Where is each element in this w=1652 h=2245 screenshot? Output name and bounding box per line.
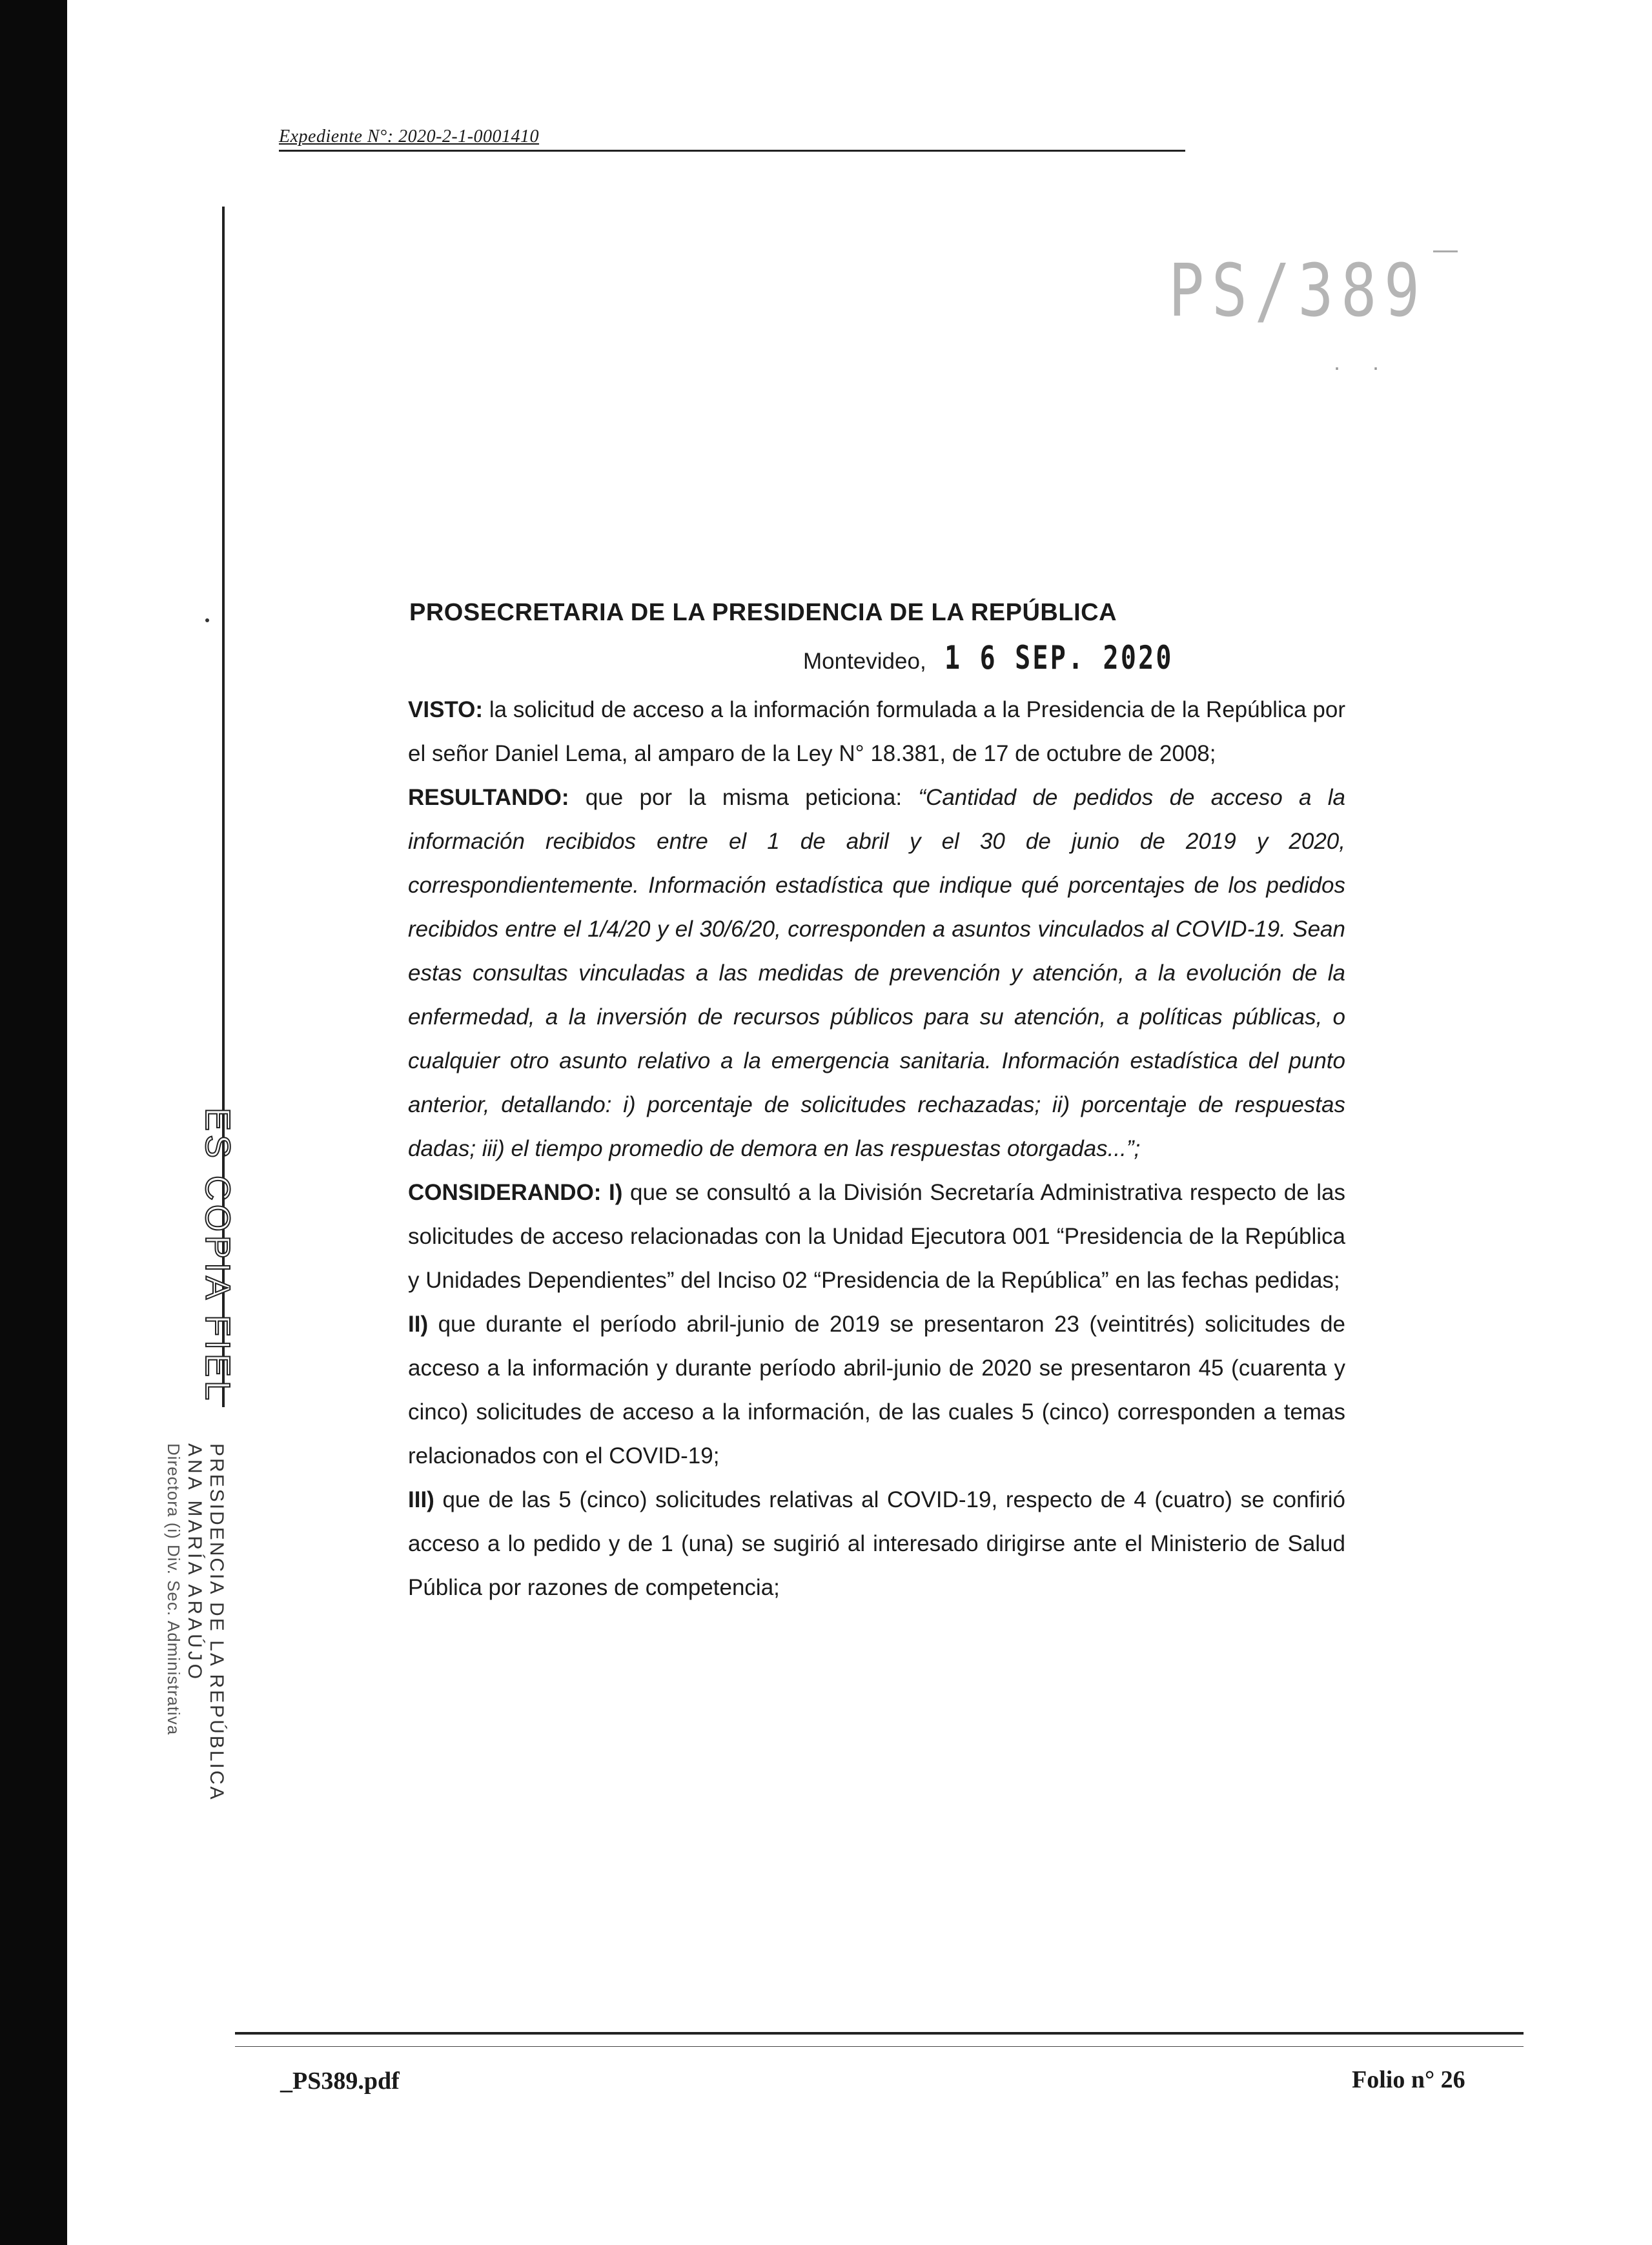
resultando-text: que por la misma peticiona: xyxy=(585,785,902,810)
considerando-iii-num: III) xyxy=(408,1487,434,1512)
resultando-quote: “Cantidad de pedidos de acceso a la información recibidos entre el 1 de abril y el 30 de junio de 2019 y 2020, correspondientemente. Información estadística que indique qué porcentajes de los pedidos recibidos entre el 1/4/20 y el 30/6/20, corresponden a asuntos vinculados al COVID-19. Sean estas consultas vinculadas a las medidas de prevención y atención, a la evolución de la enfermedad, a la inversión de recursos públicos para su atención, a políticas públicas, o cualquier otro asunto relativo a la emergencia sanitaria. Información estadística del punto anterior, detallando: i) porcentaje de solicitudes rechazadas; ii) porcentaje de respuestas dadas; iii) el tiempo promedio de demora en las respuestas otorgadas...”; xyxy=(408,785,1345,1161)
date-line xyxy=(803,639,1230,676)
es-copia-fiel-stamp: ES COPIA FIEL xyxy=(198,1108,237,1405)
visto-text: la solicitud de acceso a la información formulada a la Presidencia de la República por el señor Daniel Lema, al amparo de la Ley N° 18.381, de 17 de octubre de 2008; xyxy=(408,697,1345,766)
signature-presidencia: PRESIDENCIA DE LA REPÚBLICA xyxy=(206,1443,227,1802)
signature-role: Directora (i) Div. Sec. Administrativa xyxy=(164,1443,183,1736)
considerando-iii-paragraph xyxy=(408,1478,1345,1610)
stamp-dash xyxy=(1433,250,1458,252)
considerando-iii-text: que de las 5 (cinco) solicitudes relativas al COVID-19, respecto de 4 (cuatro) se confirió acceso a lo pedido y de 1 (una) se sugirió al interesado dirigirse ante el Ministerio de Salud Pública por razones de competencia; xyxy=(408,1487,1345,1600)
scan-edge xyxy=(0,0,67,2245)
ps-stamp: PS/389 xyxy=(1168,249,1427,333)
header-rule xyxy=(279,150,1185,152)
resultando-label: RESULTANDO: xyxy=(408,785,569,810)
considerando-i-text: que se consultó a la División Secretaría Administrativa respecto de las solicitudes de acceso relacionadas con la Unidad Ejecutora 001 “Presidencia de la República y Unidades Dependientes” del Inciso 02 “Presidencia de la República” en las fechas pedidas; xyxy=(408,1180,1345,1293)
visto-label: VISTO: xyxy=(408,697,484,722)
date-place: Montevideo, xyxy=(803,649,926,674)
visto-paragraph xyxy=(408,688,1345,776)
considerando-i-num: I) xyxy=(609,1180,623,1205)
signature-name: ANA MARÍA ARAÚJO xyxy=(184,1443,205,1683)
considerando-label: CONSIDERANDO: xyxy=(408,1180,602,1205)
footer-rule xyxy=(235,2032,1524,2035)
footer-folio: Folio n° 26 xyxy=(1352,2066,1465,2093)
signature-stamp xyxy=(163,1443,227,1802)
footer-filename: _PS389.pdf xyxy=(280,2067,400,2095)
considerando-ii-num: II) xyxy=(408,1312,429,1337)
document-body xyxy=(408,688,1345,1610)
document-title: PROSECRETARIA DE LA PRESIDENCIA DE LA REPÚBLICA xyxy=(409,599,1117,626)
footer-rule-thin xyxy=(235,2046,1524,2047)
considerando-i-paragraph xyxy=(408,1171,1345,1303)
margin-dot xyxy=(205,618,209,622)
considerando-ii-paragraph xyxy=(408,1303,1345,1478)
stamp-marks: . . xyxy=(1334,349,1392,375)
resultando-paragraph xyxy=(408,776,1345,1171)
considerando-ii-text: que durante el período abril-junio de 2019 se presentaron 23 (veintitrés) solicitudes de acceso a la información y durante período abril-junio de 2020 se presentaron 45 (cuarenta y cinco) solicitudes de acceso a la información, de las cuales 5 (cinco) corresponden a temas relacionados con el COVID-19; xyxy=(408,1312,1345,1468)
date-stamp: 1 6 SEP. 2020 xyxy=(944,639,1174,676)
expediente-header: Expediente N°: 2020-2-1-0001410 xyxy=(279,127,540,147)
